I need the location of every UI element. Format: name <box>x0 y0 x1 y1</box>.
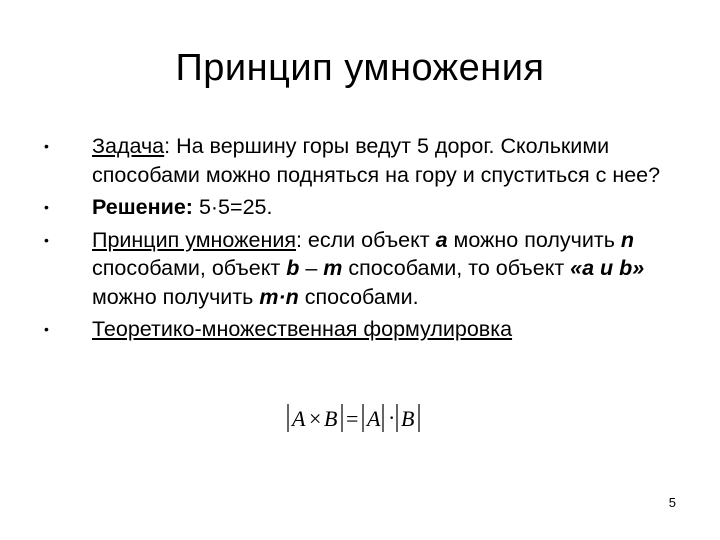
bullet-list <box>44 132 694 348</box>
formula-A: A <box>292 406 306 431</box>
principle-text: можно получить <box>447 227 621 252</box>
principle-text: способами, объект <box>92 256 287 280</box>
task-text: : На вершину горы ведут 5 дорог. Сколькими способами можно подняться на гору и спуститься с нее? <box>92 134 661 187</box>
slide-title: Принцип умножения <box>175 47 545 89</box>
page-number: 5 <box>668 495 676 510</box>
solution-label: Решение: <box>92 195 193 219</box>
bullet-principle <box>44 226 694 312</box>
formula-A: A <box>367 406 381 431</box>
formula-B: B <box>324 406 338 431</box>
principle-text: способами. <box>298 284 419 309</box>
formula-times: × <box>309 406 322 431</box>
formula-dot: · <box>388 405 396 430</box>
principle-text: – <box>299 256 324 280</box>
set-theory-label: Теоретико-множественная формулировка <box>92 317 513 341</box>
var-b: b <box>286 256 300 280</box>
principle-text: можно получить <box>92 284 260 309</box>
product-mn: m·n <box>259 284 299 309</box>
product-rule-formula <box>282 398 432 438</box>
solution-text: 5·5=25. <box>192 195 273 219</box>
bullet-marker: • <box>44 321 49 337</box>
bullet-marker: • <box>44 199 49 215</box>
principle-label: Принцип умножения <box>92 227 296 252</box>
formula-equals: = <box>346 406 359 431</box>
bullet-marker: • <box>44 138 49 154</box>
principle-text: : если объект <box>295 227 436 252</box>
task-label: Задача <box>92 134 165 158</box>
var-m: m <box>323 256 343 280</box>
principle-text: способами, то объект <box>342 256 571 280</box>
var-n: n <box>620 227 635 252</box>
var-a: a <box>435 227 448 252</box>
formula-B: B <box>401 406 415 431</box>
bullet-set-theory <box>44 315 694 344</box>
bullet-task <box>44 132 694 189</box>
bullet-solution <box>44 193 694 222</box>
bullet-marker: • <box>44 231 49 248</box>
pair-ab: «a и b» <box>570 256 645 280</box>
